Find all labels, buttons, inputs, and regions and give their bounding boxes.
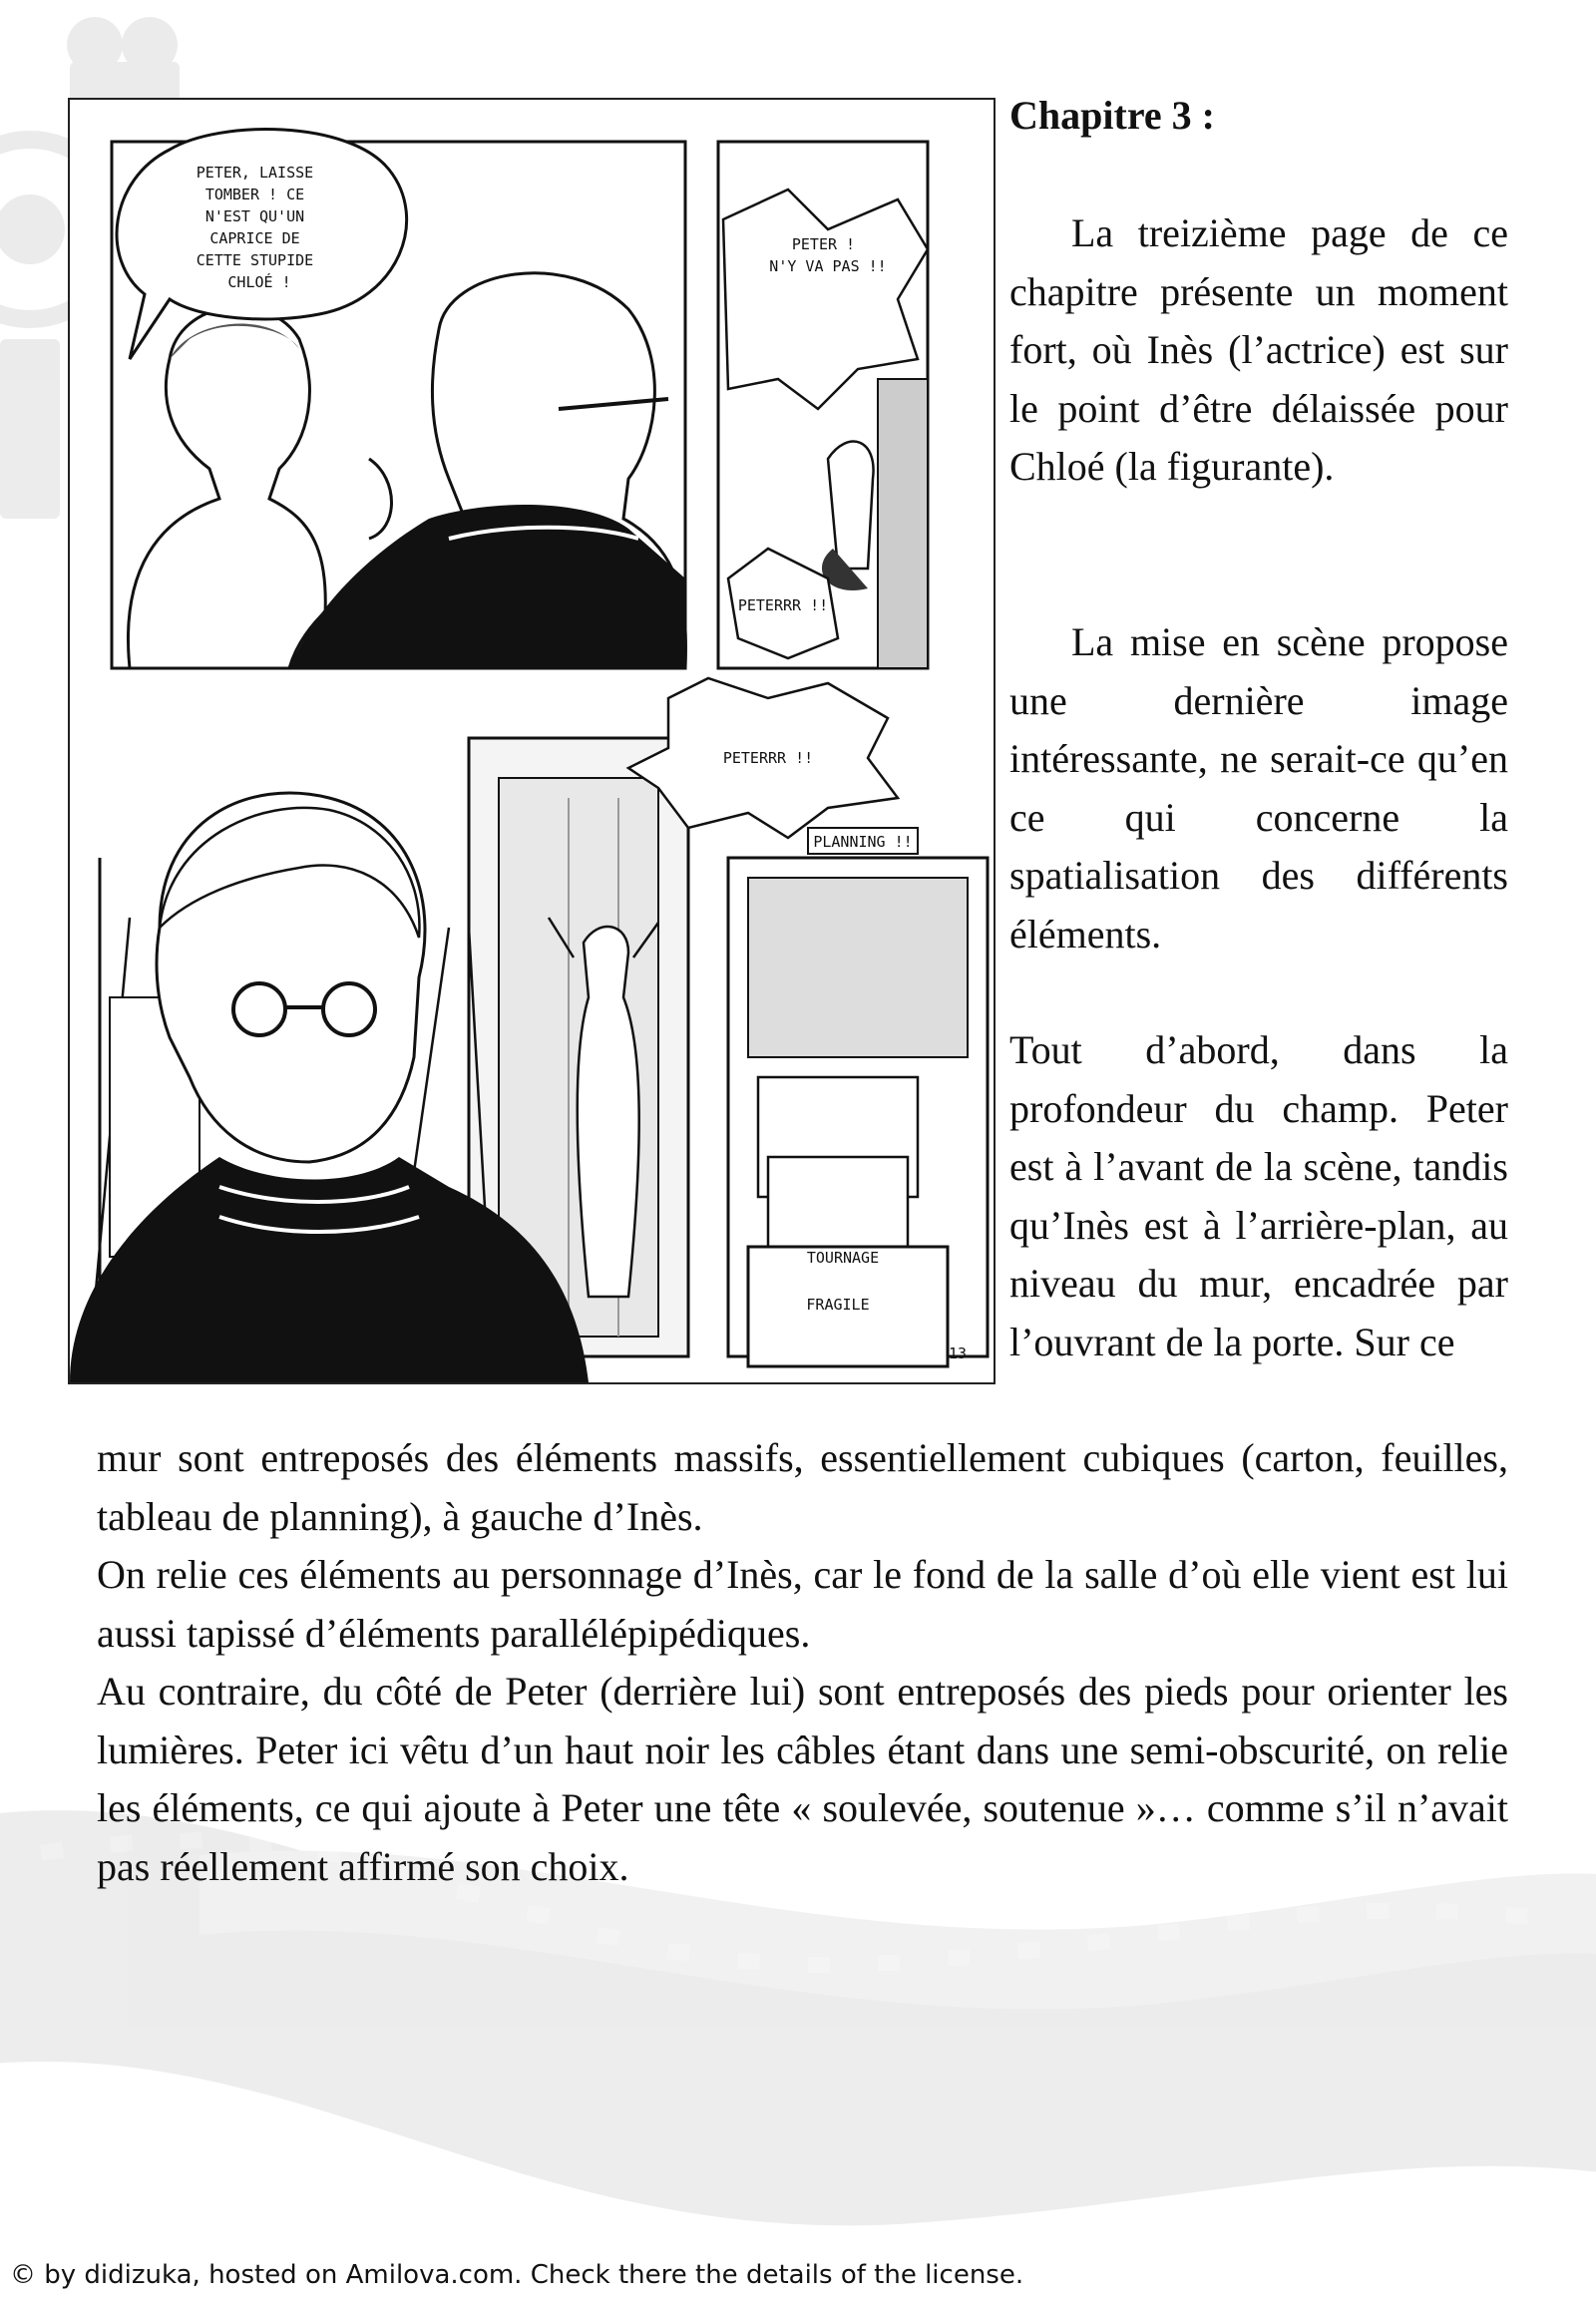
paragraph-3-continued: mur sont entreposés des éléments massifs, essentiellement cubiques (carton, feuilles, tableau de planning), à gauche d’Inès. [97,1435,1508,1539]
svg-text:13: 13 [948,1344,968,1362]
paragraph-1: La treizième page de ce chapitre présente un moment fort, où Inès (l’actrice) est sur le point d’être délaissée pour Chloé (la figurante). [1009,210,1508,489]
chapter-title: Chapitre 3 : [1009,93,1215,138]
paragraph-5: Au contraire, du côté de Peter (derrière lui) sont entreposés des pieds pour orienter les lumières. Peter ici vêtu d’un haut noir les câbles étant dans une semi-obscurité, on relie les éléments, ce qui ajoute à Peter une tête « soulevée, soutenue »… comme s’il n’avait pas réellement affirmé son choix. [97,1669,1508,1889]
license-footer: © by didizuka, hosted on Amilova.com. Check there the details of the license. [10,2260,1024,2290]
svg-text:PETERRR !!: PETERRR !! [722,749,814,767]
svg-text:PETERRR !!: PETERRR !! [737,596,829,614]
comic-page-image [68,98,996,1384]
paragraph-3-column: Tout d’abord, dans la profondeur du champ. Peter est à l’avant de la scène, tandis qu’Inès est à l’arrière-plan, au niveau du mur, encadrée par l’ouvrant de la porte. Sur ce [1009,1027,1508,1364]
svg-text:TOURNAGE: TOURNAGE [806,1249,880,1267]
svg-text:FRAGILE: FRAGILE [806,1296,870,1314]
paragraph-4: On relie ces éléments au personnage d’Inès, car le fond de la salle d’où elle vient est lui aussi tapissé d’éléments parallélépipédiques. [97,1552,1508,1656]
svg-text:PLANNING !!: PLANNING !! [813,833,913,851]
svg-text:PETER, LAISSE TOMBER !: PETER, LAISSE TOMBER ! CE N'EST QU'UN CAPRICE DE CETTE STUPIDE CHLOÉ ! [196,164,314,291]
svg-text:PETER ! N'Y VA PAS !!: PETER ! N'Y VA PAS !! [769,235,887,275]
paragraph-2: La mise en scène propose une dernière image intéressante, ne serait-ce qu’en ce qui concerne la spatialisation des différents éléments. [1009,619,1508,957]
